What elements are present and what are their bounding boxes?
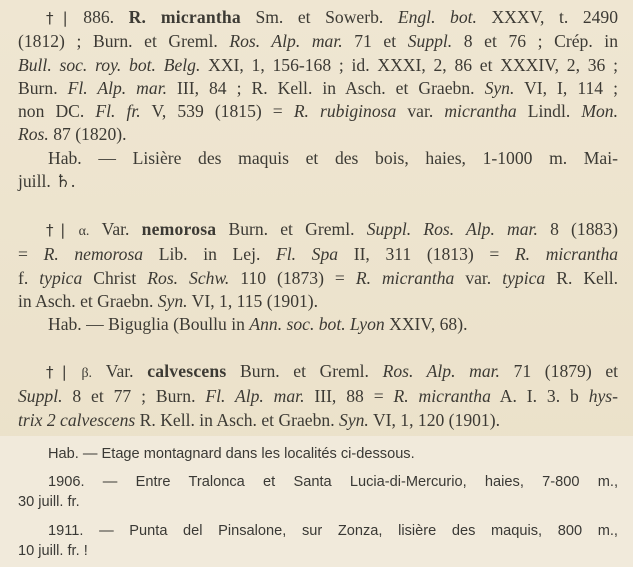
reference-text: III, 84 ; R. Kell. in Asch. et Graebn. bbox=[177, 77, 475, 98]
variety-name: calvescens bbox=[147, 361, 227, 381]
locality-text: 10 juill. fr. ! bbox=[18, 543, 88, 559]
entry-line bbox=[18, 77, 618, 100]
entry-number: 886. bbox=[83, 7, 115, 27]
locality-record bbox=[18, 541, 618, 562]
reference-text: VI, 1, 115 (1901). bbox=[191, 290, 319, 311]
synonym-name: hys- bbox=[588, 386, 618, 407]
species-entry-886 bbox=[18, 6, 618, 193]
synonym-name: trix 2 calvescens bbox=[18, 409, 136, 430]
synonym-name: R. micrantha bbox=[514, 244, 619, 265]
synonym-name: R. nemorosa bbox=[43, 244, 144, 265]
reference-text: 110 (1873) = bbox=[240, 267, 345, 288]
localities-block bbox=[18, 444, 618, 562]
reference-title: Syn. bbox=[339, 409, 369, 430]
reference-title: Ros. Alp. mar. bbox=[382, 361, 500, 381]
habitat-text: Hab. — Biguglia (Boullu in bbox=[48, 314, 245, 335]
cross-symbol: †| bbox=[46, 9, 67, 27]
reference-text: A. I. 3. b bbox=[499, 386, 579, 407]
habitat-line bbox=[18, 313, 618, 336]
habitat-text: juill. ♄. bbox=[18, 171, 76, 192]
reference-title: Suppl. bbox=[407, 31, 453, 52]
reference-title: Ann. soc. bot. Lyon bbox=[249, 314, 385, 335]
reference-title: Engl. bot. bbox=[397, 7, 477, 27]
habitat-text: Hab. — Etage montagnard dans les localités ci-dessous. bbox=[48, 446, 415, 462]
entry-line bbox=[18, 30, 618, 53]
reference-title: Suppl. Ros. Alp. mar. bbox=[366, 219, 538, 239]
locality-record bbox=[18, 492, 618, 513]
habitat-line bbox=[18, 147, 618, 170]
reference-text: non DC. bbox=[18, 101, 85, 122]
reference-title: Fl. Spa bbox=[276, 244, 339, 265]
reference-text: V, 539 (1815) = bbox=[151, 101, 283, 122]
reference-title: Suppl. bbox=[18, 386, 63, 407]
locality-text: 1906. — Entre Tralonca et Santa Lucia-di-Mercurio, haies, 7-800 m., bbox=[48, 473, 618, 490]
variety-calvescens bbox=[18, 360, 618, 432]
reference-text: R. Kell. in Asch. et Graebn. bbox=[139, 409, 335, 430]
entry-line bbox=[18, 54, 618, 77]
habitat-text: XXIV, 68). bbox=[389, 314, 468, 335]
synonym-name: R. micrantha bbox=[393, 386, 491, 407]
reference-text: III, 88 = bbox=[314, 386, 384, 407]
reference-text: f. bbox=[18, 267, 29, 288]
reference-text: Var. bbox=[101, 219, 130, 239]
reference-title: Ros. Alp. mar. bbox=[229, 31, 343, 52]
entry-line bbox=[18, 385, 618, 408]
reference-title: Ros. bbox=[18, 124, 49, 145]
reference-text: R. Kell. bbox=[556, 267, 619, 288]
locality-record bbox=[18, 521, 618, 542]
synonym-name: typica bbox=[39, 267, 83, 288]
locality-text: 30 juill. fr. bbox=[18, 494, 80, 510]
reference-text: VI, 1, 120 (1901). bbox=[372, 409, 500, 430]
reference-text: 8 et 76 ; Crép. in bbox=[463, 31, 618, 52]
author-text: Burn. et Greml. bbox=[240, 361, 369, 381]
reference-text: (1812) ; Burn. et Greml. bbox=[18, 31, 218, 52]
synonym-name: typica bbox=[502, 267, 546, 288]
reference-text: Christ bbox=[93, 267, 137, 288]
reference-volume: XXXV, t. 2490 bbox=[491, 7, 619, 27]
reference-text: Var. bbox=[105, 361, 134, 381]
reference-title: Syn. bbox=[157, 290, 188, 311]
author-text: Sm. et Sowerb. bbox=[255, 7, 384, 27]
habitat-line bbox=[18, 444, 618, 465]
variety-nemorosa bbox=[18, 218, 618, 336]
reference-text: var. bbox=[407, 101, 434, 122]
entry-line bbox=[18, 123, 618, 146]
entry-line bbox=[18, 267, 618, 290]
cross-symbol: †| bbox=[46, 363, 66, 381]
entry-line bbox=[18, 290, 618, 313]
reference-title: Syn. bbox=[484, 77, 515, 98]
reference-text: var. bbox=[465, 267, 492, 288]
habitat-text: Hab. — Lisière des maquis et des bois, haies, 1-1000 m. Mai- bbox=[48, 147, 618, 168]
entry-line bbox=[18, 409, 618, 432]
reference-text: 71 (1879) et bbox=[513, 361, 619, 381]
locality-record bbox=[18, 472, 618, 493]
reference-text: 8 et 77 ; Burn. bbox=[72, 386, 196, 407]
synonym-name: R. rubiginosa bbox=[293, 101, 397, 122]
reference-text: II, 311 (1813) = bbox=[353, 244, 500, 265]
reference-title: Fl. fr. bbox=[95, 101, 141, 122]
greek-letter: β. bbox=[81, 366, 93, 381]
locality-text: 1911. — Punta del Pinsalone, sur Zonza, lisière des maquis, 800 m., bbox=[48, 522, 618, 539]
entry-line bbox=[18, 6, 618, 30]
entry-line bbox=[18, 243, 618, 266]
reference-text: Lindl. bbox=[527, 101, 571, 122]
synonym-name: micrantha bbox=[444, 101, 517, 122]
localities-section bbox=[0, 436, 633, 567]
habitat-line bbox=[18, 170, 618, 193]
author-text: Burn. et Greml. bbox=[228, 219, 355, 239]
species-name: R. micrantha bbox=[128, 7, 241, 27]
reference-text: 8 (1883) bbox=[550, 219, 618, 239]
reference-text: XXI, 1, 156-168 ; id. XXXI, 2, 86 et XXXIV, 2, 36 ; bbox=[208, 54, 618, 75]
reference-title: Fl. Alp. mar. bbox=[67, 77, 167, 98]
reference-text: VI, I, 114 ; bbox=[524, 77, 618, 98]
entry-line bbox=[18, 100, 618, 123]
entry-line bbox=[18, 218, 618, 243]
greek-letter: α. bbox=[78, 224, 90, 239]
variety-name: nemorosa bbox=[141, 219, 217, 239]
reference-text: 71 et bbox=[354, 31, 397, 52]
reference-title: Bull. soc. roy. bot. Belg. bbox=[18, 54, 201, 75]
reference-title: Ros. Schw. bbox=[147, 267, 230, 288]
cross-symbol: †| bbox=[46, 221, 65, 239]
reference-title: Mon. bbox=[581, 101, 618, 122]
reference-text: 87 (1820). bbox=[53, 124, 127, 145]
reference-text: in Asch. et Graebn. bbox=[18, 290, 154, 311]
reference-text: = bbox=[18, 244, 28, 265]
synonym-name: R. micrantha bbox=[355, 267, 455, 288]
reference-text: Burn. bbox=[18, 77, 58, 98]
reference-text: Lib. in Lej. bbox=[158, 244, 261, 265]
reference-title: Fl. Alp. mar. bbox=[205, 386, 305, 407]
entry-line bbox=[18, 360, 618, 385]
